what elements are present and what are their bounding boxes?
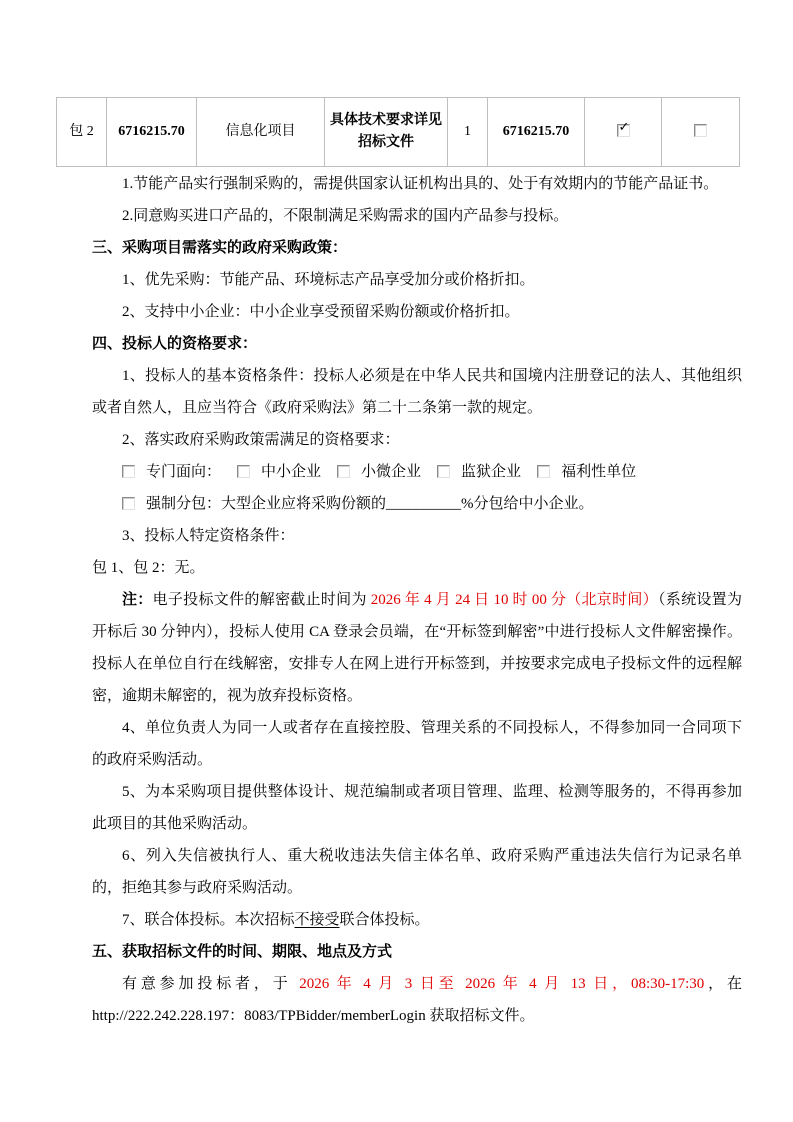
document-acquisition-paragraph bbox=[92, 968, 742, 1032]
section5-heading: 五、获取招标文件的时间、期限、地点及方式 bbox=[92, 944, 393, 960]
acquisition-text-before: 有意参加投标者，于 bbox=[122, 976, 300, 992]
welfare-unit-label: 福利性单位 bbox=[561, 464, 637, 480]
note-text-after: （系统设置为开标后 30 分钟内），投标人使用 CA 登录会员端，在“开标签到解密”中进行投标人文件解密操作。投标人在单位自行在线解密，安排专人在网上进行开标签到，并按要求完成电子投标文件的远程解密，逾期未解密的，视为放弃投标资格。 bbox=[92, 592, 742, 704]
note-text-before: 电子投标文件的解密截止时间为 bbox=[152, 592, 371, 608]
dedicated-procurement-row bbox=[92, 456, 742, 488]
not-accepted-text: 不接受 bbox=[294, 912, 340, 928]
consortium-text-before: 7、联合体投标。本次招标 bbox=[122, 912, 295, 928]
quantity-cell: 1 bbox=[448, 98, 488, 167]
acquisition-period: 2026 年 4 月 3 日至 2026 年 4 月 13 日，08:30-17:30 bbox=[299, 976, 705, 992]
section4-heading: 四、投标人的资格要求： bbox=[92, 336, 258, 352]
sme-checkbox[interactable] bbox=[237, 465, 250, 478]
mandatory-subcontract-row bbox=[92, 488, 742, 520]
section3-item-1: 1、优先采购：节能产品、环境标志产品享受加分或价格折扣。 bbox=[122, 272, 535, 288]
note-label: 注： bbox=[122, 592, 153, 608]
section4-item-2: 2、落实政府采购政策需满足的资格要求： bbox=[122, 432, 400, 448]
budget-amount-cell: 6716215.70 bbox=[107, 98, 197, 167]
decryption-deadline: 2026 年 4 月 24 日 10 时 00 分（北京时间） bbox=[370, 592, 658, 608]
consortium-text-after: 联合体投标。 bbox=[339, 912, 430, 928]
decryption-note bbox=[92, 584, 742, 712]
package-no-cell: 包 2 bbox=[57, 98, 107, 167]
max-price-cell: 6716215.70 bbox=[488, 98, 585, 167]
section4-item-5: 5、为本采购项目提供整体设计、规范编制或者项目管理、监理、检测等服务的，不得再参加此项目的其他采购活动。 bbox=[92, 784, 742, 832]
package-summary-table bbox=[56, 97, 740, 167]
check-icon: ✓ bbox=[618, 120, 630, 135]
section3-heading: 三、采购项目需落实的政府采购政策： bbox=[92, 240, 348, 256]
section4-item-3-detail: 包 1、包 2：无。 bbox=[92, 560, 205, 576]
mandatory-subcontract-checkbox[interactable] bbox=[122, 497, 135, 510]
section4-item-1: 1、投标人的基本资格条件：投标人必须是在中华人民共和国境内注册登记的法人、其他组织或者自然人，且应当符合《政府采购法》第二十二条第一款的规定。 bbox=[92, 368, 742, 416]
checkbox-cell-1 bbox=[585, 98, 662, 167]
prison-enterprise-label: 监狱企业 bbox=[461, 464, 522, 480]
acquisition-text-after: ，在 http://222.242.228.197：8083/TPBidder/memberLogin 获取招标文件。 bbox=[92, 976, 742, 1024]
energy-product-note: 1.节能产品实行强制采购的，需提供国家认证机构出具的、处于有效期内的节能产品证书。 bbox=[122, 176, 719, 192]
welfare-unit-checkbox[interactable] bbox=[537, 465, 550, 478]
checkbox-cell-2 bbox=[662, 98, 740, 167]
prison-enterprise-checkbox[interactable] bbox=[437, 465, 450, 478]
project-name-cell: 信息化项目 bbox=[197, 98, 325, 167]
section4-item-7 bbox=[92, 904, 742, 936]
mandatory-subcontract-suffix: %分包给中小企业。 bbox=[461, 496, 594, 512]
sme-label: 中小企业 bbox=[261, 464, 322, 480]
dedicated-checkbox[interactable] bbox=[122, 465, 135, 478]
unchecked-checkbox[interactable] bbox=[694, 124, 707, 137]
checked-checkbox[interactable] bbox=[617, 120, 630, 137]
document-body bbox=[92, 168, 742, 1032]
subcontract-blank-field: __________ bbox=[386, 496, 462, 512]
dedicated-label: 专门面向： bbox=[146, 464, 222, 480]
mandatory-subcontract-prefix: 强制分包：大型企业应将采购份额的 bbox=[146, 496, 387, 512]
tech-requirement-cell: 具体技术要求详见招标文件 bbox=[325, 98, 448, 167]
import-product-note: 2.同意购买进口产品的，不限制满足采购需求的国内产品参与投标。 bbox=[122, 208, 569, 224]
section4-item-4: 4、单位负责人为同一人或者存在直接控股、管理关系的不同投标人，不得参加同一合同项下的政府采购活动。 bbox=[92, 720, 742, 768]
section3-item-2: 2、支持中小企业：中小企业享受预留采购份额或价格折扣。 bbox=[122, 304, 520, 320]
micro-enterprise-checkbox[interactable] bbox=[337, 465, 350, 478]
micro-enterprise-label: 小微企业 bbox=[361, 464, 422, 480]
section4-item-3: 3、投标人特定资格条件： bbox=[122, 528, 295, 544]
table-row bbox=[57, 98, 740, 167]
section4-item-6: 6、列入失信被执行人、重大税收违法失信主体名单、政府采购严重违法失信行为记录名单的，拒绝其参与政府采购活动。 bbox=[92, 848, 742, 896]
